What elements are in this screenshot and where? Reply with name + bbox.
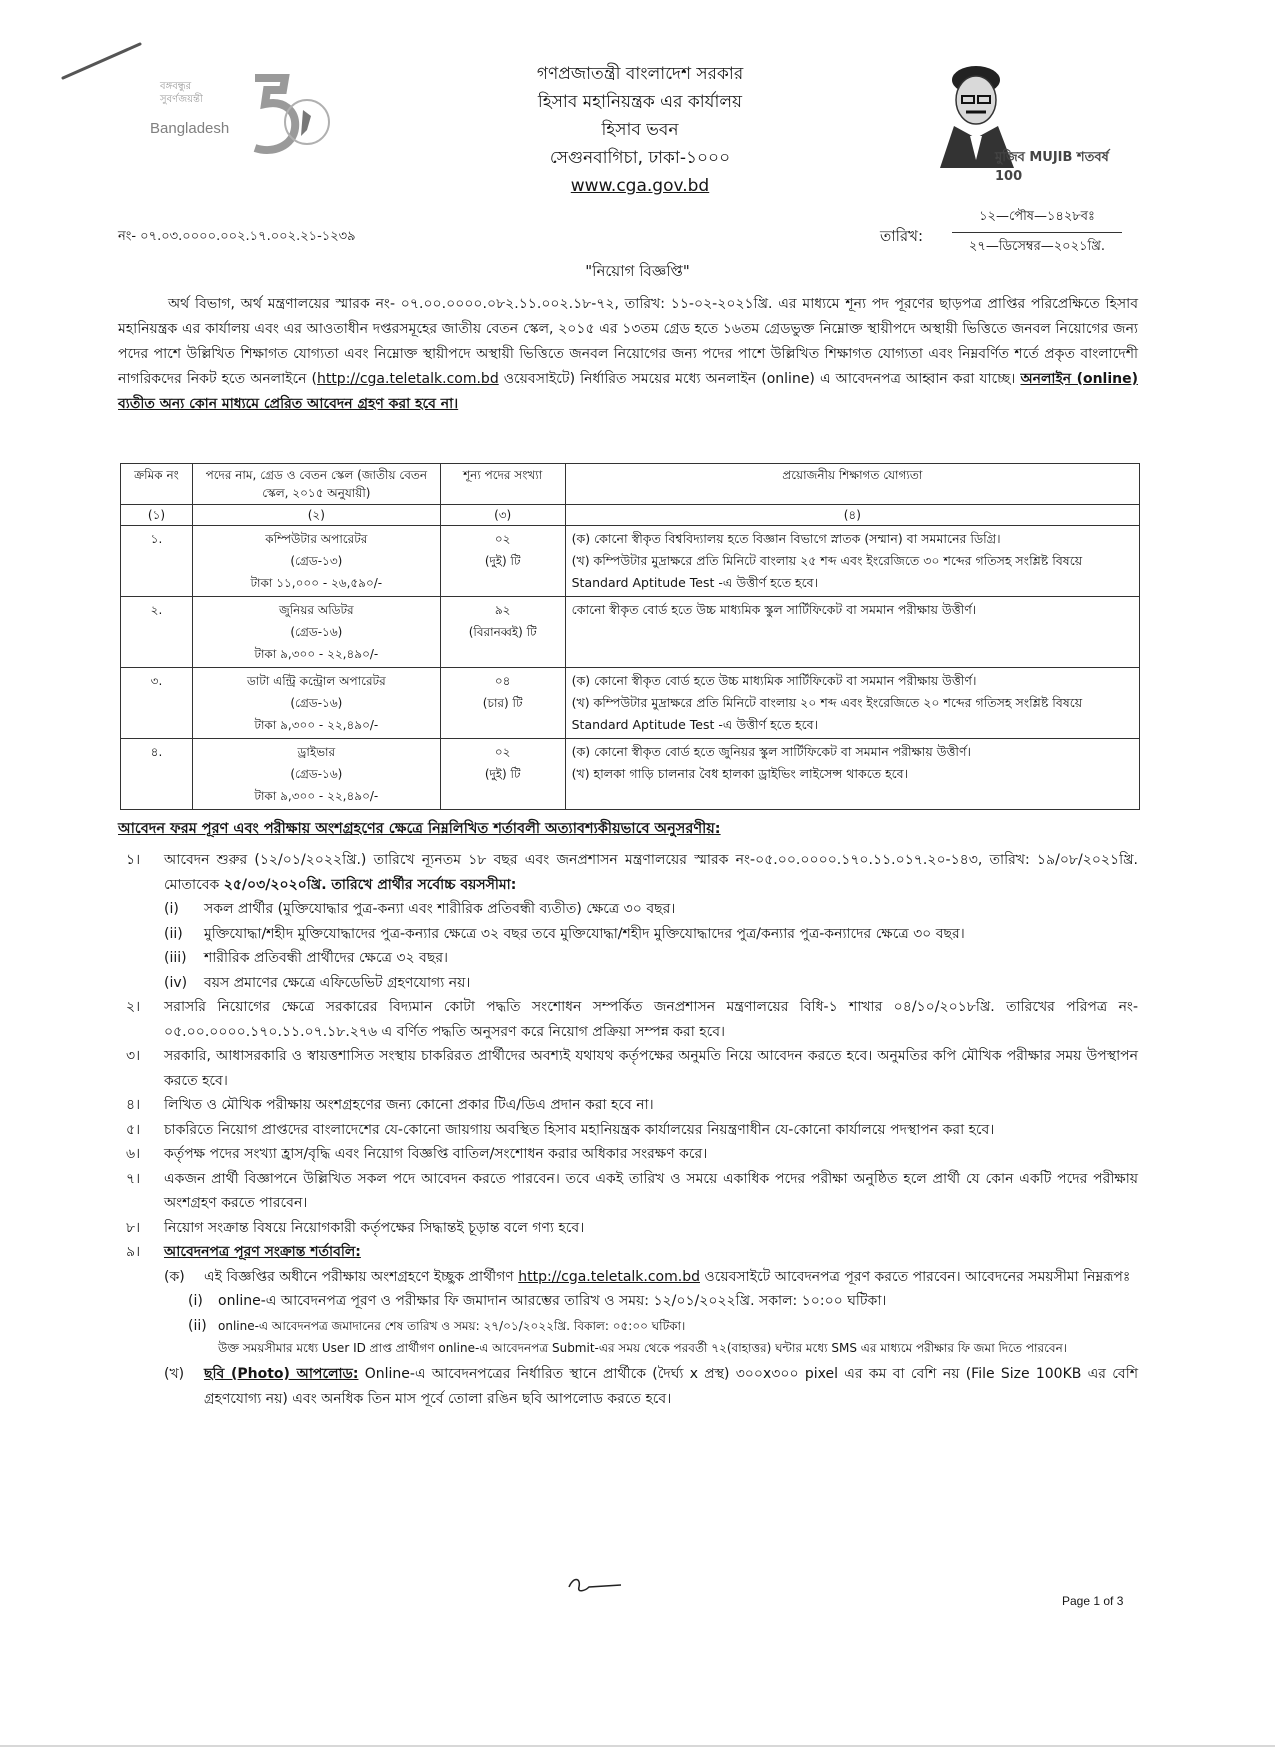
post-name: কম্পিউটার অপারেটর xyxy=(265,532,368,546)
application-rule-kha xyxy=(118,1362,1138,1411)
table-row xyxy=(121,526,1140,597)
application-rules-heading: আবেদনপত্র পূরণ সংক্রান্ত শর্তাবলি: xyxy=(164,1244,361,1260)
condition-item xyxy=(118,1044,1138,1093)
age-limit-item xyxy=(118,946,1138,971)
table-cell: (৪) xyxy=(565,505,1139,526)
col-header-qualification: প্রয়োজনীয় শিক্ষাগত যোগ্যতা xyxy=(565,464,1139,505)
deadline-end xyxy=(118,1314,1138,1339)
vacancy-count-words: (দুই) টি xyxy=(484,767,521,781)
pen-stroke-mark xyxy=(60,40,145,85)
post-name: ড্রাইভার xyxy=(297,745,336,759)
age-limit-item xyxy=(118,971,1138,996)
condition-item xyxy=(118,995,1138,1044)
condition-text: কর্তৃপক্ষ পদের সংখ্যা হ্রাস/বৃদ্ধি এবং নিয়োগ বিজ্ঞপ্তি বাতিল/সংশোধন করার অধিকার সংরক্ষণ করে। xyxy=(164,1146,708,1162)
vacancy-count-words: (চার) টি xyxy=(482,696,523,710)
mujib-caption: মুজিব MUJIB শতবর্ষ 100 xyxy=(995,150,1109,184)
row-qualification xyxy=(565,668,1139,739)
sub-text: বয়স প্রমাণের ক্ষেত্রে এফিডেভিট গ্রহণযোগ্য নয়। xyxy=(204,974,471,991)
sub-number: (iv) xyxy=(164,974,188,991)
condition-item xyxy=(118,1216,1138,1241)
vacancy-count-words: (বিরানব্বই) টি xyxy=(468,625,537,639)
condition-number: ৩। xyxy=(126,1048,141,1064)
date-label: তারিখ: xyxy=(880,227,924,245)
online-only-notice: অনলাইন (online) ব্যতীত অন্য কোন মাধ্যমে প্রেরিত আবেদন গ্রহণ করা হবে না। xyxy=(118,371,1139,412)
deadline-start xyxy=(118,1289,1138,1314)
table-row xyxy=(121,739,1140,810)
post-scale: টাকা ৯,৩০০ - ২২,৪৯০/- xyxy=(254,718,379,732)
sub-text: শারীরিক প্রতিবন্ধী প্রার্থীদের ক্ষেত্রে ৩২ বছর। xyxy=(204,950,449,966)
sub-text: সকল প্রার্থীর (মুক্তিযোদ্ধার পুত্র-কন্যা এবং শারীরিক প্রতিবন্ধী ব্যতীত) ক্ষেত্রে ৩০ বছর। xyxy=(204,901,676,917)
condition-text: একজন প্রার্থী বিজ্ঞাপনে উল্লিখিত সকল পদে আবেদন করতে পারবেন। তবে একই তারিখ ও সময়ে একাধিক পদের পরীক্ষা অনুষ্ঠিত হলে প্রার্থী যে কোন একটি পদের পরীক্ষায় অংশগ্রহণ করতে পারবেন। xyxy=(164,1170,1138,1211)
golden-jubilee-logo xyxy=(140,70,340,170)
condition-number: ৫। xyxy=(126,1121,141,1138)
intro-text-2: ওয়েবসাইটে) নির্ধারিত সময়ের মধ্যে অনলাইন (online) এ আবেদনপত্র আহ্বান করা যাচ্ছে। xyxy=(498,371,1021,387)
post-grade: (গ্রেড-১৬) xyxy=(290,696,343,710)
conditions-list xyxy=(118,848,1138,1411)
post-name: ডাটা এন্ট্রি কন্ট্রোল অপারেটর xyxy=(246,674,386,688)
notice-title: "নিয়োগ বিজ্ঞপ্তি" xyxy=(585,262,690,280)
row-post xyxy=(192,526,440,597)
col-header-post: পদের নাম, গ্রেড ও বেতন স্কেল (জাতীয় বেতন স্কেল, ২০১৫ অনুযায়ী) xyxy=(192,464,440,505)
vacancy-count: ৯২ xyxy=(494,603,511,617)
age-limit-heading: ২৫/০৩/২০২০খ্রি. তারিখে প্রার্থীর সর্বোচ্চ বয়সসীমা: xyxy=(223,876,517,893)
col-header-serial: ক্রমিক নং xyxy=(121,464,193,505)
sub-number: (ii) xyxy=(188,1317,207,1334)
row-vacancies xyxy=(440,668,565,739)
condition-number: ৪। xyxy=(126,1097,141,1113)
date-bangla: ১২—পৌষ—১৪২৮বঃ xyxy=(952,207,1122,233)
condition-number: ২। xyxy=(126,999,141,1015)
sub-number: (i) xyxy=(164,901,179,917)
sub-text: Online-এ আবেদনপত্রের নির্ধারিত স্থানে প্রার্থীকে (দৈর্ঘ্য x প্রস্থ) ৩০০x৩০০ pixel এর কম বা বেশি নয় (File Size 100KB এর বেশি গ্রহণযোগ্য নয়) এবং অনধিক তিন মাস পূর্বে তোলা রঙিন ছবি আপলোড করতে হবে। xyxy=(204,1366,1138,1407)
condition-number: ১। xyxy=(126,852,141,868)
logo-small-text: বঙ্গবন্ধুর সুবর্ণজয়ন্তী xyxy=(160,81,203,105)
table-row xyxy=(121,597,1140,668)
post-grade: (গ্রেড-১৩) xyxy=(290,554,343,568)
scan-edge-line xyxy=(0,1745,1275,1747)
table-cell: (১) xyxy=(121,505,193,526)
condition-item xyxy=(118,1167,1138,1216)
vacancy-count-words: (দুই) টি xyxy=(484,554,521,568)
condition-text: লিখিত ও মৌখিক পরীক্ষায় অংশগ্রহণের জন্য কোনো প্রকার টিএ/ডিএ প্রদান করা হবে না। xyxy=(164,1097,654,1113)
condition-item xyxy=(118,1118,1138,1143)
row-serial: ৪. xyxy=(121,739,193,810)
qualification-item: (খ) কম্পিউটার মুদ্রাক্ষরে প্রতি মিনিটে বাংলায় ২৫ শব্দ এবং ইংরেজিতে ৩০ শব্দের গতিসহ সংশ্লিষ্ট বিষয়ে Standard Aptitude Test -এ উত্তীর্ণ হতে হবে। xyxy=(571,553,1083,590)
vacancy-count: ০২ xyxy=(494,532,511,546)
intro-paragraph xyxy=(118,292,1138,417)
row-serial: ৩. xyxy=(121,668,193,739)
condition-item xyxy=(118,848,1138,897)
application-rule-ka xyxy=(118,1265,1138,1290)
conditions-heading: আবেদন ফরম পূরণ এবং পরীক্ষায় অংশগ্রহণের ক্ষেত্রে নিম্নলিখিত শর্তাবলী অত্যাবশ্যকীয়ভাবে অনুসরণীয়: xyxy=(118,821,721,837)
row-qualification xyxy=(565,526,1139,597)
condition-item xyxy=(118,1093,1138,1118)
row-serial: ২. xyxy=(121,597,193,668)
table-cell: (২) xyxy=(192,505,440,526)
office-header xyxy=(420,60,860,200)
qualification-item: (ক) কোনো স্বীকৃত বোর্ড হতে জুনিয়র স্কুল সার্টিফিকেট বা সমমান পরীক্ষায় উত্তীর্ণ। xyxy=(571,744,971,759)
teletalk-link[interactable]: http://cga.teletalk.com.bd xyxy=(316,371,499,387)
condition-number: ৭। xyxy=(126,1170,141,1187)
intro-text: অর্থ বিভাগ, অর্থ মন্ত্রণালয়ের স্মারক নং- ০৭.০০.০০০০.০৮২.১১.০০২.১৮-৭২, তারিখ: ১১-০২-২০২১খ্রি. এর মাধ্যমে শূন্য পদ পূরণের ছাড়পত্র প্রাপ্তির পরিপ্রেক্ষিতে হিসাব মহানিয়ন্ত্রক এর কার্যালয় এবং এর আওতাধীন দপ্তরসমূহের জাতীয় বেতন স্কেল, ২০১৫ এর ১৩তম গ্রেড হতে ১৬তম গ্রেডভুক্ত নিম্নোক্ত স্থায়ীপদে অস্থায়ী ভিত্তিতে জনবল নিয়োগের জন্য পদের পাশে উল্লিখিত শিক্ষাগত যোগ্যতা এবং নিম্নোক্ত স্থায়ীপদে অস্থায়ী ভিত্তিতে জনবল নিয়োগের জন্য পদের পাশে উল্লিখিত শিক্ষাগত যোগ্যতা এবং নিম্নবর্ণিত শর্তে প্রকৃত বাংলাদেশী নাগরিকদের নিকট হতে অনলাইনে ( xyxy=(118,296,1138,387)
building-name: হিসাব ভবন xyxy=(601,120,679,140)
sub-text: online-এ আবেদনপত্র জমাদানের শেষ তারিখ ও সময়: ২৭/০১/২০২২খ্রি. বিকাল: ০৫:০০ ঘটিকা। xyxy=(218,1318,686,1333)
condition-number: ৮। xyxy=(126,1219,141,1236)
initial-signature xyxy=(565,1575,625,1595)
qualification-item: (ক) কোনো স্বীকৃত বিশ্ববিদ্যালয় হতে বিজ্ঞান বিভাগে স্নাতক (সম্মান) বা সমমানের ডিগ্রি। xyxy=(571,531,1001,546)
age-limit-item xyxy=(118,897,1138,922)
condition-item xyxy=(118,1240,1138,1265)
post-grade: (গ্রেড-১৬) xyxy=(290,625,343,639)
row-vacancies xyxy=(440,739,565,810)
condition-text: চাকরিতে নিয়োগ প্রাপ্তদের বাংলাদেশের যে-কোনো জায়গায় অবস্থিত হিসাব মহানিয়ন্ত্রক কার্যালয়ের নিয়ন্ত্রণাধীন যে-কোনো কার্যালয়ে পদস্থাপন করা হবে। xyxy=(164,1121,995,1138)
row-post xyxy=(192,668,440,739)
condition-number: ৬। xyxy=(126,1146,141,1162)
memo-number: নং- ০৭.০৩.০০০০.০০২.১৭.০০২.২১-১২৩৯ xyxy=(118,229,356,244)
post-name: জুনিয়র অডিটর xyxy=(279,603,354,617)
sub-number: (iii) xyxy=(164,950,187,966)
row-post xyxy=(192,597,440,668)
condition-number: ৯। xyxy=(126,1244,141,1260)
vacancy-count: ০২ xyxy=(494,745,511,759)
condition-text: সরকারি, আধাসরকারি ও স্বায়ত্তশাসিত সংস্থায় চাকরিরত প্রার্থীদের অবশ্যই যথাযথ কর্তৃপক্ষের অনুমতি নিয়ে আবেদন করতে হবে। অনুমতির কপি মৌখিক পরীক্ষার সময় উপস্থাপন করতে হবে। xyxy=(164,1048,1138,1089)
sub-text: এই বিজ্ঞপ্তির অধীনে পরীক্ষায় অংশগ্রহণে ইচ্ছুক প্রার্থীগণ xyxy=(204,1268,519,1285)
qualification-item: (খ) হালকা গাড়ি চালনার বৈধ হালকা ড্রাইভিং লাইসেন্স থাকতে হবে। xyxy=(571,766,909,781)
sub-number: (খ) xyxy=(164,1366,185,1382)
govt-name: গণপ্রজাতন্ত্রী বাংলাদেশ সরকার xyxy=(536,64,744,84)
condition-item xyxy=(118,1142,1138,1167)
row-qualification xyxy=(565,597,1139,668)
table-header-row xyxy=(121,464,1140,505)
office-name: হিসাব মহানিয়ন্ত্রক এর কার্যালয় xyxy=(537,92,743,112)
condition-text: সরাসরি নিয়োগের ক্ষেত্রে সরকারের বিদ্যমান কোটা পদ্ধতি সংশোধন সম্পর্কিত জনপ্রশাসন মন্ত্রণালয়ের বিধি-১ শাখার ০৪/১০/২০১৮খ্রি. তারিখের পরিপত্র নং- ০৫.০০.০০০০.১৭০.১১.০৭.১৮.২৭৬ এ বর্ণিত পদ্ধতি অনুসরণ করে নিয়োগ প্রক্রিয়া সম্পন্ন করা হবে। xyxy=(164,999,1138,1040)
sub-text: মুক্তিযোদ্ধা/শহীদ মুক্তিযোদ্ধাদের পুত্র-কন্যার ক্ষেত্রে ৩২ বছর তবে মুক্তিযোদ্ধা/শহীদ মুক্তিযোদ্ধাদের পুত্র/কন্যার পুত্র-কন্যাদের ক্ষেত্রে ৩০ বছর। xyxy=(204,925,965,942)
sms-fee-note: উক্ত সময়সীমার মধ্যে User ID প্রাপ্ত প্রার্থীগণ online-এ আবেদনপত্র Submit-এর সময় থেকে পরবর্তী ৭২(বাহাত্তর) ঘন্টার মধ্যে SMS এর মাধ্যমে পরীক্ষার ফি জমা দিতে পারবেন। xyxy=(218,1341,1068,1355)
qualification-item: (খ) কম্পিউটার মুদ্রাক্ষরে প্রতি মিনিটে বাংলায় ২০ শব্দ এবং ইংরেজিতে ২০ শব্দের গতিসহ সংশ্লিষ্ট বিষয়ে Standard Aptitude Test -এ উত্তীর্ণ হতে হবে। xyxy=(571,695,1083,732)
table-row xyxy=(121,668,1140,739)
sub-number: (i) xyxy=(188,1293,203,1309)
table-cell: (৩) xyxy=(440,505,565,526)
sub-number: (ক) xyxy=(164,1268,185,1285)
post-scale: টাকা ৯,৩০০ - ২২,৪৯০/- xyxy=(254,647,379,661)
logo-brand-text: Bangladesh xyxy=(150,120,230,137)
qualification-item: কোনো স্বীকৃত বোর্ড হতে উচ্চ মাধ্যমিক স্কুল সার্টিফিকেট বা সমমান পরীক্ষায় উত্তীর্ণ। xyxy=(571,602,977,617)
condition-text: আবেদন শুরুর (১২/০১/২০২২খ্রি.) তারিখে ন্যূনতম ১৮ বছর এবং জনপ্রশাসন মন্ত্রণালয়ের স্মারক নং-০৫.০০.০০০০.১৭০.১১.০১৭.২০-১৪৩, তারিখ: ১৯/০৮/২০২১খ্রি. মোতাবেক xyxy=(164,852,1138,893)
table-index-row xyxy=(121,505,1140,526)
sub-text: ওয়েবসাইটে আবেদনপত্র পূরণ করতে পারবেন। আবেদনের সময়সীমা নিম্নরূপঃ xyxy=(699,1268,1131,1285)
row-qualification xyxy=(565,739,1139,810)
age-limit-item xyxy=(118,922,1138,947)
page-number: Page 1 of 3 xyxy=(1062,1594,1124,1608)
post-grade: (গ্রেড-১৬) xyxy=(290,767,343,781)
row-vacancies xyxy=(440,526,565,597)
office-address: সেগুনবাগিচা, ঢাকা-১০০০ xyxy=(549,148,731,168)
teletalk-link[interactable]: http://cga.teletalk.com.bd xyxy=(518,1268,700,1285)
qualification-item: (ক) কোনো স্বীকৃত বোর্ড হতে উচ্চ মাধ্যমিক সার্টিফিকেট বা সমমান পরীক্ষায় উত্তীর্ণ। xyxy=(571,673,977,688)
condition-text: নিয়োগ সংক্রান্ত বিষয়ে নিয়োগকারী কর্তৃপক্ষের সিদ্ধান্তই চূড়ান্ত বলে গণ্য হবে। xyxy=(164,1219,585,1236)
office-website-link[interactable]: www.cga.gov.bd xyxy=(570,176,710,196)
date-english: ২৭—ডিসেম্বর—২০২১খ্রি. xyxy=(968,239,1106,254)
post-scale: টাকা ৯,৩০০ - ২২,৪৯০/- xyxy=(254,789,379,803)
post-scale: টাকা ১১,০০০ - ২৬,৫৯০/- xyxy=(250,576,383,590)
row-post xyxy=(192,739,440,810)
col-header-vacancies: শূন্য পদের সংখ্যা xyxy=(440,464,565,505)
fifty-emblem-icon xyxy=(245,70,335,160)
row-vacancies xyxy=(440,597,565,668)
sub-text: online-এ আবেদনপত্র পূরণ ও পরীক্ষার ফি জমাদান আরম্ভের তারিখ ও সময়: ১২/০১/২০২২খ্রি. সকাল: ১০:০০ ঘটিকা। xyxy=(218,1293,887,1309)
vacancy-table xyxy=(120,463,1140,810)
sub-number: (ii) xyxy=(164,925,183,942)
mujib-centenary-logo xyxy=(930,60,1110,184)
row-serial: ১. xyxy=(121,526,193,597)
photo-upload-heading: ছবি (Photo) আপলোড: xyxy=(204,1366,359,1382)
vacancy-count: ০৪ xyxy=(494,674,511,688)
